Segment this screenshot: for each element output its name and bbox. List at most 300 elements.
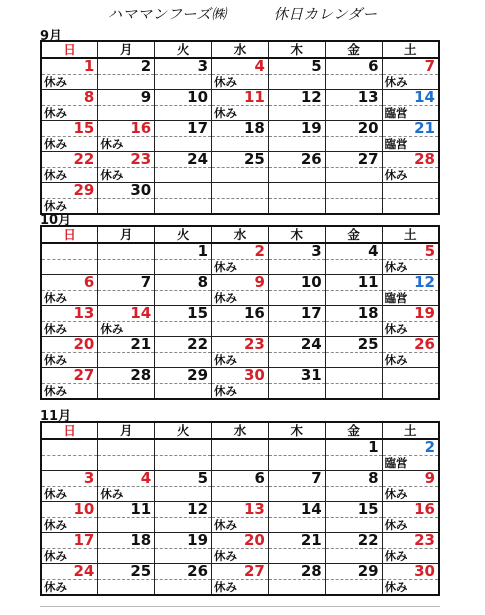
- day-cell: [212, 275, 269, 306]
- day-number: 12: [414, 273, 435, 291]
- day-note: [155, 74, 211, 89]
- day-note: [269, 517, 325, 532]
- day-number: 5: [424, 242, 435, 260]
- day-cell: [98, 306, 155, 337]
- day-number: 8: [368, 469, 379, 487]
- day-number: 23: [414, 531, 435, 549]
- day-note: [326, 74, 382, 89]
- day-cell: [212, 243, 269, 275]
- day-note: [269, 548, 325, 563]
- day-note: [212, 136, 268, 151]
- day-note: [98, 383, 154, 398]
- day-note: [155, 167, 211, 182]
- weekday-header-row: [41, 41, 439, 58]
- day-note: [42, 259, 97, 274]
- day-cell: [212, 337, 269, 368]
- calendar-november: [40, 421, 440, 596]
- day-number: 18: [357, 304, 379, 322]
- day-number: 2: [424, 438, 435, 456]
- day-cell: [155, 502, 212, 533]
- day-note: [383, 383, 438, 398]
- day-cell: [212, 306, 269, 337]
- day-cell: [382, 275, 439, 306]
- day-cell: [155, 368, 212, 400]
- day-note: 休み: [383, 321, 438, 336]
- day-note: [155, 321, 211, 336]
- day-note: 休み: [212, 290, 268, 305]
- day-cell: [268, 471, 325, 502]
- day-number: 29: [187, 366, 209, 384]
- weekday-header: 日: [41, 226, 98, 243]
- day-note: 休み: [42, 198, 97, 213]
- day-note: [155, 548, 211, 563]
- day-cell: [268, 152, 325, 183]
- day-number: 5: [311, 57, 322, 75]
- day-number: 21: [300, 531, 322, 549]
- day-cell: [98, 502, 155, 533]
- day-number: 24: [73, 562, 95, 580]
- day-cell: [41, 533, 98, 564]
- day-note: [326, 486, 382, 501]
- day-number: 28: [130, 366, 152, 384]
- day-number: 17: [187, 119, 209, 137]
- day-cell: [325, 152, 382, 183]
- day-number: 4: [140, 469, 152, 487]
- day-number: 20: [357, 119, 379, 137]
- day-note: [155, 486, 211, 501]
- weekday-header: 土: [382, 422, 439, 439]
- day-number: 21: [130, 335, 152, 353]
- day-number: 11: [357, 273, 379, 291]
- day-note: [269, 290, 325, 305]
- day-number: [212, 183, 268, 198]
- calendar-september: [40, 40, 440, 215]
- day-number: 3: [311, 242, 322, 260]
- day-number: [326, 183, 382, 198]
- day-note: 休み: [212, 517, 268, 532]
- day-note: [326, 136, 382, 151]
- day-cell: [268, 243, 325, 275]
- day-number: 2: [140, 57, 152, 75]
- day-cell: [155, 243, 212, 275]
- day-note: [98, 455, 154, 470]
- day-note: 休み: [42, 105, 97, 120]
- day-cell: [382, 471, 439, 502]
- day-cell: [155, 90, 212, 121]
- week-row: [41, 306, 439, 337]
- day-number: 13: [73, 304, 95, 322]
- day-cell: [155, 58, 212, 90]
- day-note: 休み: [98, 321, 154, 336]
- day-cell: [98, 533, 155, 564]
- day-cell: [382, 121, 439, 152]
- day-note: 休み: [42, 579, 97, 594]
- day-note: [326, 579, 382, 594]
- day-number: 1: [368, 438, 379, 456]
- day-number: 4: [368, 242, 379, 260]
- week-row: [41, 564, 439, 596]
- day-cell: [155, 183, 212, 215]
- day-note: 休み: [383, 517, 438, 532]
- day-number: [326, 368, 382, 383]
- day-cell: [41, 306, 98, 337]
- day-cell: [325, 121, 382, 152]
- day-cell: [41, 564, 98, 596]
- weekday-header: 水: [212, 226, 269, 243]
- day-note: 休み: [383, 352, 438, 367]
- day-cell: [155, 152, 212, 183]
- day-number: 20: [244, 531, 265, 549]
- day-number: [383, 183, 438, 198]
- week-row: [41, 183, 439, 215]
- day-note: [326, 383, 382, 398]
- day-note: [269, 136, 325, 151]
- day-note: [155, 198, 211, 213]
- day-note: [155, 455, 211, 470]
- day-cell: [41, 439, 98, 471]
- day-note: [155, 290, 211, 305]
- day-number: 26: [187, 562, 209, 580]
- day-note: [155, 383, 211, 398]
- day-note: [98, 579, 154, 594]
- day-cell: [268, 368, 325, 400]
- day-note: [98, 517, 154, 532]
- day-cell: [382, 368, 439, 400]
- day-cell: [98, 121, 155, 152]
- weekday-header: 金: [325, 41, 382, 58]
- day-number: 19: [187, 531, 209, 549]
- day-number: 6: [254, 469, 265, 487]
- day-cell: [325, 368, 382, 400]
- month-label-september: 9月: [40, 29, 63, 44]
- day-note: [326, 198, 382, 213]
- day-cell: [155, 439, 212, 471]
- day-number: 16: [244, 304, 265, 322]
- day-number: [98, 440, 154, 455]
- day-note: [269, 198, 325, 213]
- day-cell: [268, 337, 325, 368]
- day-note: [98, 548, 154, 563]
- week-row: [41, 90, 439, 121]
- day-cell: [41, 58, 98, 90]
- day-note: [155, 352, 211, 367]
- day-number: 27: [357, 150, 379, 168]
- week-row: [41, 368, 439, 400]
- day-number: [42, 440, 97, 455]
- day-number: 29: [73, 181, 95, 199]
- day-note: [98, 198, 154, 213]
- day-number: [155, 440, 211, 455]
- day-cell: [382, 183, 439, 215]
- day-note: [269, 74, 325, 89]
- day-cell: [41, 121, 98, 152]
- weekday-header-row: [41, 226, 439, 243]
- day-note: [212, 167, 268, 182]
- day-cell: [41, 368, 98, 400]
- day-cell: [41, 502, 98, 533]
- day-note: 休み: [212, 383, 268, 398]
- day-number: 14: [414, 88, 435, 106]
- day-note: 休み: [383, 579, 438, 594]
- day-cell: [212, 183, 269, 215]
- day-note: [269, 105, 325, 120]
- day-number: 21: [414, 119, 435, 137]
- day-cell: [325, 471, 382, 502]
- day-number: 4: [254, 57, 265, 75]
- day-cell: [325, 337, 382, 368]
- day-number: 26: [300, 150, 322, 168]
- day-note: [326, 352, 382, 367]
- company-name: ハママンフーズ㈱: [107, 7, 227, 23]
- day-number: [383, 368, 438, 383]
- day-note: [326, 455, 382, 470]
- day-number: 9: [140, 88, 152, 106]
- week-row: [41, 275, 439, 306]
- day-cell: [155, 275, 212, 306]
- day-note: 休み: [42, 352, 97, 367]
- day-number: 25: [130, 562, 152, 580]
- day-note: [269, 167, 325, 182]
- day-number: 17: [300, 304, 322, 322]
- day-cell: [98, 152, 155, 183]
- week-row: [41, 533, 439, 564]
- day-note: 休み: [98, 486, 154, 501]
- day-note: [155, 579, 211, 594]
- day-note: 臨営: [383, 455, 438, 470]
- day-cell: [41, 337, 98, 368]
- day-note: [98, 352, 154, 367]
- day-note: [98, 74, 154, 89]
- day-cell: [268, 275, 325, 306]
- day-number: 18: [130, 531, 152, 549]
- weekday-header: 金: [325, 422, 382, 439]
- day-cell: [212, 58, 269, 90]
- day-note: [155, 517, 211, 532]
- weekday-header: 火: [155, 226, 212, 243]
- day-number: 23: [244, 335, 265, 353]
- day-cell: [268, 90, 325, 121]
- day-number: 19: [414, 304, 435, 322]
- day-cell: [155, 533, 212, 564]
- day-number: 1: [197, 242, 209, 260]
- day-number: 15: [187, 304, 209, 322]
- day-note: 休み: [42, 383, 97, 398]
- day-note: [212, 321, 268, 336]
- day-number: 15: [357, 500, 379, 518]
- day-note: 休み: [98, 167, 154, 182]
- day-number: 20: [73, 335, 95, 353]
- day-cell: [268, 502, 325, 533]
- day-note: 休み: [212, 352, 268, 367]
- weekday-header: 水: [212, 422, 269, 439]
- day-cell: [212, 90, 269, 121]
- day-cell: [268, 564, 325, 596]
- calendar-october: [40, 225, 440, 400]
- day-cell: [325, 183, 382, 215]
- day-cell: [98, 183, 155, 215]
- day-number: 11: [130, 500, 152, 518]
- day-cell: [268, 121, 325, 152]
- day-note: 臨営: [383, 136, 438, 151]
- weekday-header: 月: [98, 422, 155, 439]
- day-cell: [212, 533, 269, 564]
- day-note: 休み: [42, 136, 97, 151]
- day-cell: [325, 502, 382, 533]
- day-note: [326, 105, 382, 120]
- day-number: 19: [300, 119, 322, 137]
- day-note: [269, 352, 325, 367]
- day-number: 17: [73, 531, 95, 549]
- day-number: 12: [187, 500, 209, 518]
- day-number: 24: [300, 335, 322, 353]
- day-note: [269, 579, 325, 594]
- day-number: 3: [83, 469, 95, 487]
- day-number: 7: [311, 469, 322, 487]
- day-cell: [212, 368, 269, 400]
- day-number: [42, 244, 97, 259]
- day-note: [98, 290, 154, 305]
- day-number: 30: [244, 366, 265, 384]
- day-number: 1: [83, 57, 95, 75]
- day-cell: [325, 533, 382, 564]
- day-note: [383, 198, 438, 213]
- day-note: [269, 455, 325, 470]
- day-note: [212, 486, 268, 501]
- day-number: 6: [368, 57, 379, 75]
- day-cell: [98, 439, 155, 471]
- day-number: 22: [357, 531, 379, 549]
- weekday-header: 月: [98, 226, 155, 243]
- weekday-header: 木: [268, 41, 325, 58]
- day-note: 休み: [42, 321, 97, 336]
- weekday-header: 水: [212, 41, 269, 58]
- day-note: 休み: [383, 259, 438, 274]
- day-note: 休み: [212, 579, 268, 594]
- week-row: [41, 337, 439, 368]
- day-note: [269, 486, 325, 501]
- day-note: [212, 198, 268, 213]
- day-cell: [268, 306, 325, 337]
- day-note: 休み: [383, 548, 438, 563]
- day-number: 22: [187, 335, 209, 353]
- day-number: 9: [424, 469, 435, 487]
- day-cell: [98, 368, 155, 400]
- day-note: [212, 455, 268, 470]
- day-cell: [325, 439, 382, 471]
- day-cell: [325, 564, 382, 596]
- day-number: 11: [244, 88, 265, 106]
- day-cell: [382, 152, 439, 183]
- week-row: [41, 243, 439, 275]
- day-cell: [212, 152, 269, 183]
- day-note: 休み: [212, 74, 268, 89]
- day-note: [155, 105, 211, 120]
- day-cell: [382, 439, 439, 471]
- day-note: 休み: [42, 486, 97, 501]
- day-cell: [98, 471, 155, 502]
- day-number: 7: [140, 273, 152, 291]
- day-number: 10: [300, 273, 322, 291]
- weekday-header: 日: [41, 422, 98, 439]
- weekday-header: 火: [155, 41, 212, 58]
- week-row: [41, 152, 439, 183]
- day-note: [326, 548, 382, 563]
- week-row: [41, 121, 439, 152]
- weekday-header: 土: [382, 41, 439, 58]
- day-cell: [98, 243, 155, 275]
- day-note: 休み: [212, 548, 268, 563]
- day-note: [269, 321, 325, 336]
- weekday-header: 金: [325, 226, 382, 243]
- day-cell: [382, 533, 439, 564]
- day-note: [326, 259, 382, 274]
- day-cell: [382, 502, 439, 533]
- day-cell: [98, 337, 155, 368]
- day-number: 13: [357, 88, 379, 106]
- day-number: 8: [197, 273, 209, 291]
- day-number: 2: [254, 242, 265, 260]
- day-number: 13: [244, 500, 265, 518]
- weekday-header: 日: [41, 41, 98, 58]
- day-note: [326, 517, 382, 532]
- day-cell: [382, 243, 439, 275]
- day-note: 休み: [98, 136, 154, 151]
- day-number: 3: [197, 57, 209, 75]
- day-note: 休み: [383, 74, 438, 89]
- weekday-header: 月: [98, 41, 155, 58]
- day-number: [98, 244, 154, 259]
- day-cell: [212, 121, 269, 152]
- day-number: 22: [73, 150, 95, 168]
- day-note: [155, 259, 211, 274]
- weekday-header: 火: [155, 422, 212, 439]
- day-cell: [155, 121, 212, 152]
- day-number: 18: [244, 119, 265, 137]
- day-number: [212, 440, 268, 455]
- day-number: 16: [130, 119, 152, 137]
- week-row: [41, 439, 439, 471]
- day-cell: [41, 275, 98, 306]
- day-cell: [41, 471, 98, 502]
- day-number: [155, 183, 211, 198]
- day-note: 臨営: [383, 290, 438, 305]
- weekday-header: 土: [382, 226, 439, 243]
- day-cell: [382, 306, 439, 337]
- day-number: 10: [187, 88, 209, 106]
- day-note: 休み: [42, 548, 97, 563]
- day-note: [326, 290, 382, 305]
- day-number: 5: [197, 469, 209, 487]
- day-cell: [212, 502, 269, 533]
- weekday-header: 木: [268, 422, 325, 439]
- day-cell: [382, 58, 439, 90]
- day-cell: [212, 471, 269, 502]
- day-note: [269, 383, 325, 398]
- day-number: 25: [244, 150, 265, 168]
- week-row: [41, 471, 439, 502]
- weekday-header-row: [41, 422, 439, 439]
- day-cell: [382, 337, 439, 368]
- day-cell: [98, 275, 155, 306]
- day-cell: [325, 306, 382, 337]
- day-number: 14: [130, 304, 152, 322]
- day-cell: [98, 90, 155, 121]
- day-cell: [268, 58, 325, 90]
- day-number: 7: [424, 57, 435, 75]
- day-number: 28: [414, 150, 435, 168]
- day-cell: [325, 58, 382, 90]
- calendar-title: 休日カレンダー: [273, 7, 378, 23]
